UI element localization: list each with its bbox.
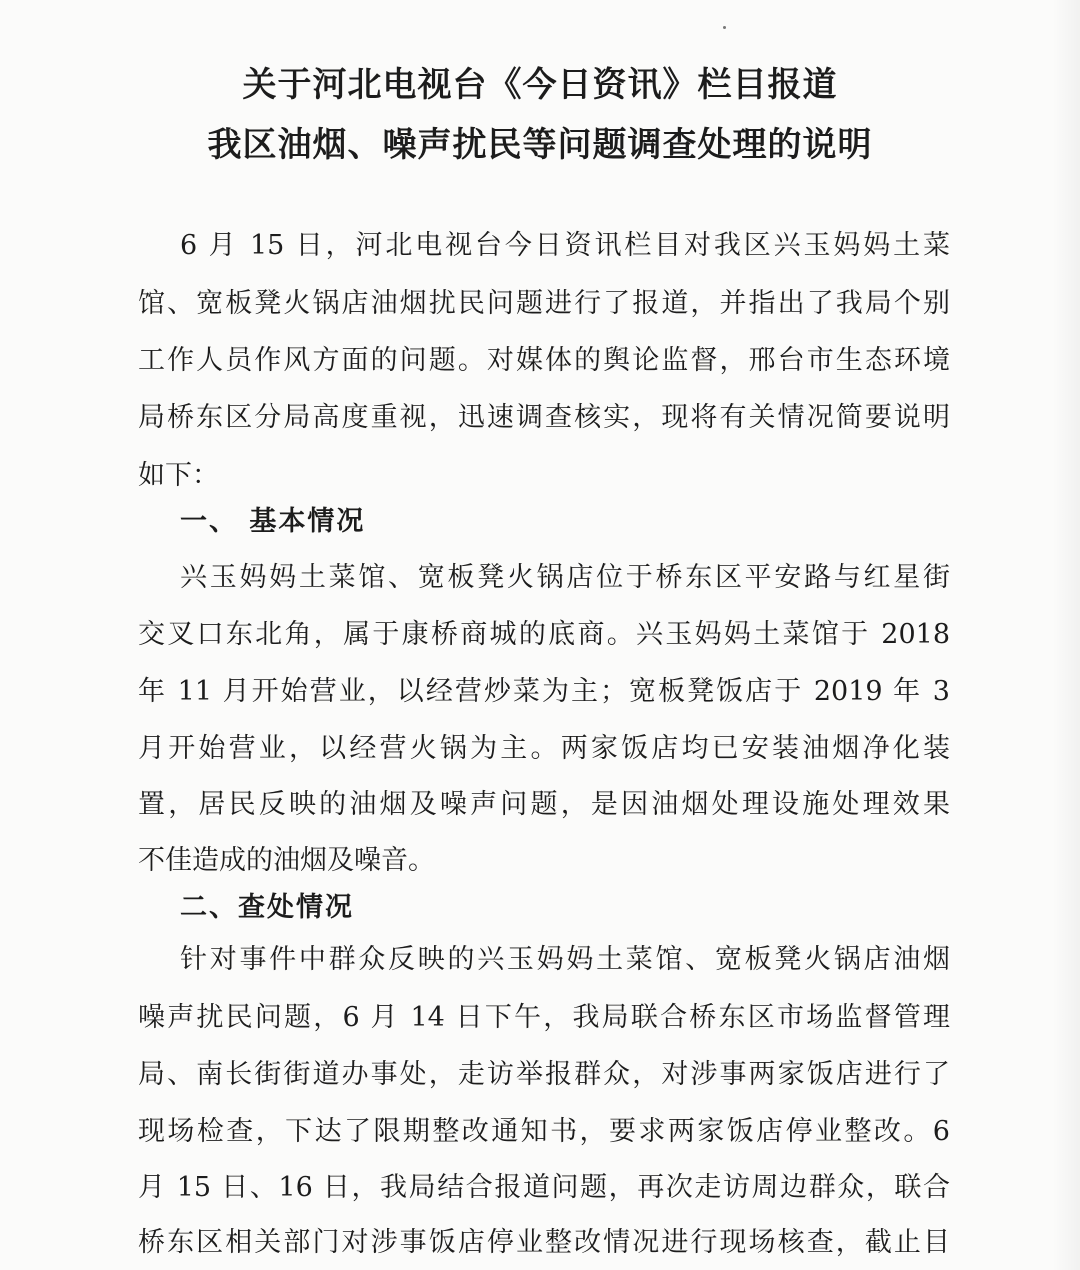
intro-line-1: 6 月 15 日，河北电视台今日资讯栏目对我区兴玉妈妈土菜 xyxy=(180,230,950,261)
section-1-line-4: 月开始营业，以经营火锅为主。两家饭店均已安装油烟净化装 xyxy=(138,733,950,764)
intro-line-3: 工作人员作风方面的问题。对媒体的舆论监督，邢台市生态环境 xyxy=(138,345,950,376)
section-2-line-1: 针对事件中群众反映的兴玉妈妈土菜馆、宽板凳火锅店油烟 xyxy=(180,944,950,975)
section-2-line-6: 桥东区相关部门对涉事饭店停业整改情况进行现场核查，截止目 xyxy=(138,1227,950,1258)
intro-line-4: 局桥东区分局高度重视，迅速调查核实，现将有关情况简要说明 xyxy=(138,402,950,433)
section-2-line-5: 月 15 日、16 日，我局结合报道问题，再次走访周边群众，联合 xyxy=(138,1172,950,1203)
section-1-heading: 一、 基本情况 xyxy=(180,506,366,537)
section-2-line-3: 局、南长街街道办事处，走访举报群众，对涉事两家饭店进行了 xyxy=(138,1059,950,1090)
section-2-heading: 二、查处情况 xyxy=(180,892,354,923)
document-title-line-1: 关于河北电视台《今日资讯》栏目报道 xyxy=(242,65,838,105)
intro-line-5: 如下： xyxy=(138,460,219,491)
page-edge-shadow xyxy=(1052,0,1080,1270)
section-1-line-2: 交叉口东北角，属于康桥商城的底商。兴玉妈妈土菜馆于 2018 xyxy=(138,619,950,650)
document-title-line-2: 我区油烟、噪声扰民等问题调查处理的说明 xyxy=(207,125,873,165)
section-1-line-5: 置，居民反映的油烟及噪声问题，是因油烟处理设施处理效果 xyxy=(138,789,950,820)
scan-speck xyxy=(723,26,726,29)
section-2-line-4: 现场检查，下达了限期整改通知书，要求两家饭店停业整改。6 xyxy=(138,1116,950,1147)
section-1-line-3: 年 11 月开始营业，以经营炒菜为主；宽板凳饭店于 2019 年 3 xyxy=(138,676,950,707)
section-1-line-6: 不佳造成的油烟及噪音。 xyxy=(138,845,435,876)
intro-line-2: 馆、宽板凳火锅店油烟扰民问题进行了报道，并指出了我局个别 xyxy=(138,288,950,319)
section-2-line-2: 噪声扰民问题，6 月 14 日下午，我局联合桥东区市场监督管理 xyxy=(138,1002,950,1033)
section-1-line-1: 兴玉妈妈土菜馆、宽板凳火锅店位于桥东区平安路与红星街 xyxy=(180,562,950,593)
